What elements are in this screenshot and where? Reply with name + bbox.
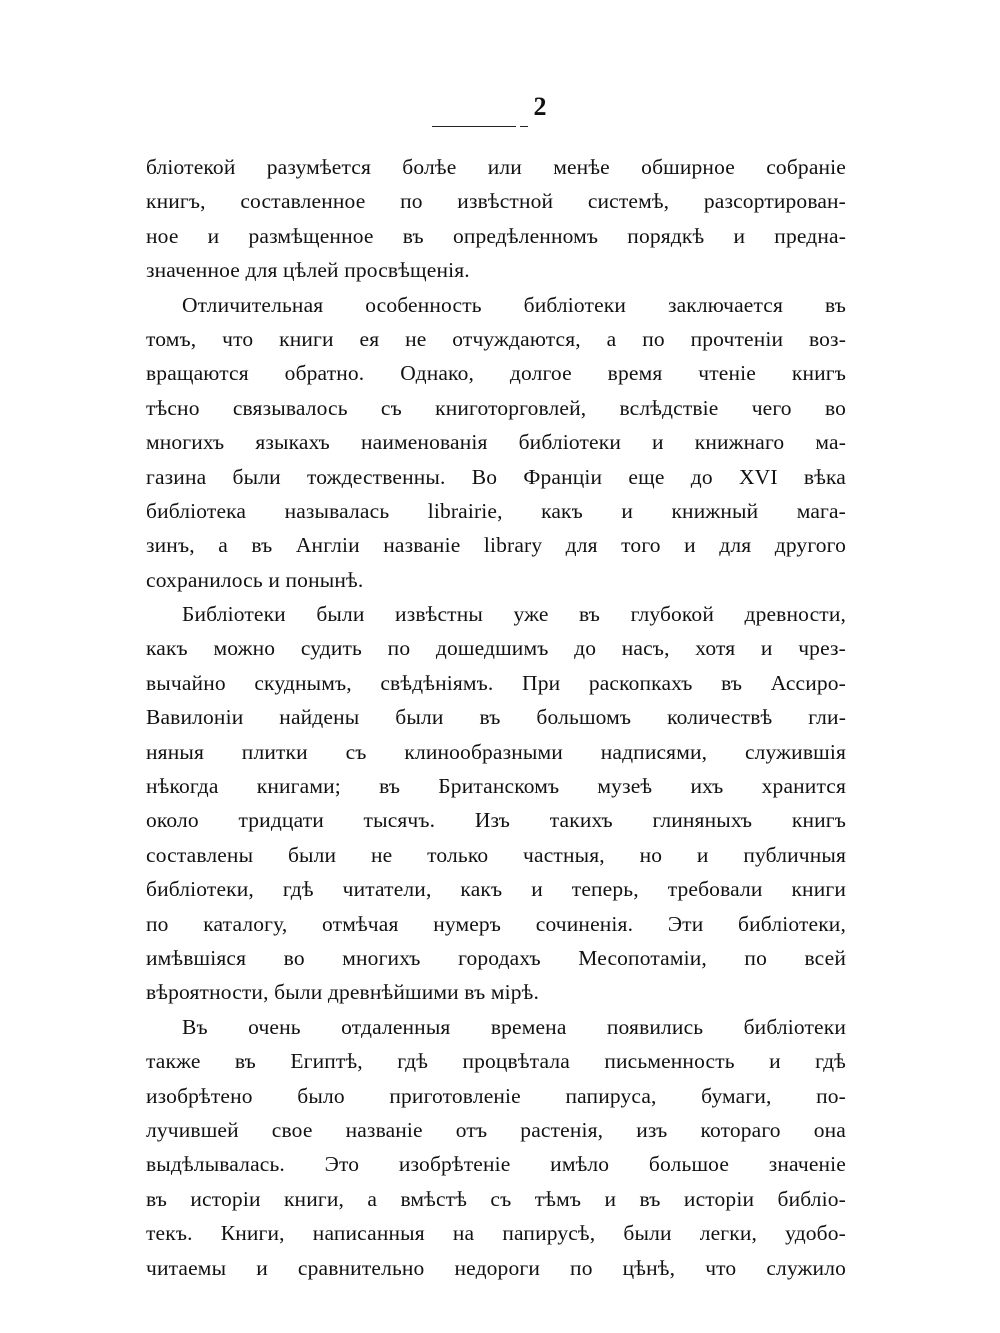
text-line: Вавилоніи найдены были въ большомъ количествѣ гли-: [146, 705, 846, 730]
text-line: вычайно скуднымъ, свѣдѣніямъ. При раскопкахъ въ Ассиро-: [146, 670, 846, 695]
text-line: библіотеки, гдѣ читатели, какъ и теперь, требовали книги: [146, 877, 846, 902]
text-line: какъ можно судить по дошедшимъ до насъ, хотя и чрез-: [146, 636, 846, 661]
text-line: тѣсно связывалось съ книготорговлей, вслѣдствіе чего во: [146, 395, 846, 420]
text-line: значенное для цѣлей просвѣщенія.: [146, 258, 470, 283]
text-line: няныя плитки съ клинообразными надписями, служившія: [146, 739, 846, 764]
text-line: Библіотеки были извѣстны уже въ глубокой древности,: [182, 602, 846, 627]
paragraph-4: [146, 1010, 846, 1285]
paragraph-3: [146, 597, 846, 1010]
text-line: Въ очень отдаленныя времена появились библіотеки: [182, 1014, 846, 1039]
text-line: выдѣлывалась. Это изобрѣтеніе имѣло большое значеніе: [146, 1152, 846, 1177]
page-number: 2: [533, 92, 547, 121]
header-rule: [432, 126, 516, 127]
text-line: многихъ языкахъ наименованія библіотеки и книжнаго ма-: [146, 430, 846, 455]
text-line: вращаются обратно. Однако, долгое время чтеніе книгъ: [146, 361, 846, 386]
text-line: изобрѣтено было приготовленіе папируса, бумаги, по-: [146, 1083, 846, 1108]
body-text: [146, 150, 846, 1285]
text-line: томъ, что книги ея не отчуждаются, а по прочтеніи воз-: [146, 326, 846, 351]
text-line: имѣвшіяся во многихъ городахъ Месопотаміи, по всей: [146, 945, 846, 970]
text-line: составлены были не только частныя, но и публичныя: [146, 842, 846, 867]
text-line: по каталогу, отмѣчая нумеръ сочиненія. Эти библіотеки,: [146, 911, 846, 936]
page-header: [92, 92, 898, 122]
paragraph-1: [146, 150, 846, 288]
text-line: библіотека называлась librairie, какъ и книжный мага-: [146, 498, 846, 523]
header-rule-dash: [520, 126, 528, 127]
text-line: Отличительная особенность библіотеки заключается въ: [182, 292, 846, 317]
text-line: ное и размѣщенное въ опредѣленномъ порядкѣ и предна-: [146, 223, 846, 248]
text-line: читаемы и сравнительно недороги по цѣнѣ, что служило: [146, 1255, 846, 1280]
text-line: около тридцати тысячъ. Изъ такихъ глиняныхъ книгъ: [146, 808, 846, 833]
text-line: лучившей свое названіе отъ растенія, изъ котораго она: [146, 1117, 846, 1142]
text-line: нѣкогда книгами; въ Британскомъ музеѣ ихъ хранится: [146, 774, 846, 799]
text-line: въ исторіи книги, а вмѣстѣ съ тѣмъ и въ исторіи библіо-: [146, 1186, 846, 1211]
text-line: зинъ, а въ Англіи названіе library для того и для другого: [146, 533, 846, 558]
text-line: сохранилось и понынѣ.: [146, 567, 364, 592]
text-line: бліотекой разумѣется болѣе или менѣе обширное собраніе: [146, 155, 846, 179]
text-line: вѣроятности, были древнѣйшими въ мірѣ.: [146, 980, 539, 1005]
paragraph-2: [146, 288, 846, 598]
text-line: книгъ, составленное по извѣстной системѣ, разсортирован-: [146, 189, 846, 214]
text-line: текъ. Книги, написанныя на папирусѣ, были легки, удобо-: [146, 1221, 846, 1246]
book-page: [92, 58, 898, 1278]
text-line: также въ Египтѣ, гдѣ процвѣтала письменность и гдѣ: [146, 1049, 846, 1074]
text-line: газина были тождественны. Во Франціи еще до XVI вѣка: [146, 464, 846, 489]
